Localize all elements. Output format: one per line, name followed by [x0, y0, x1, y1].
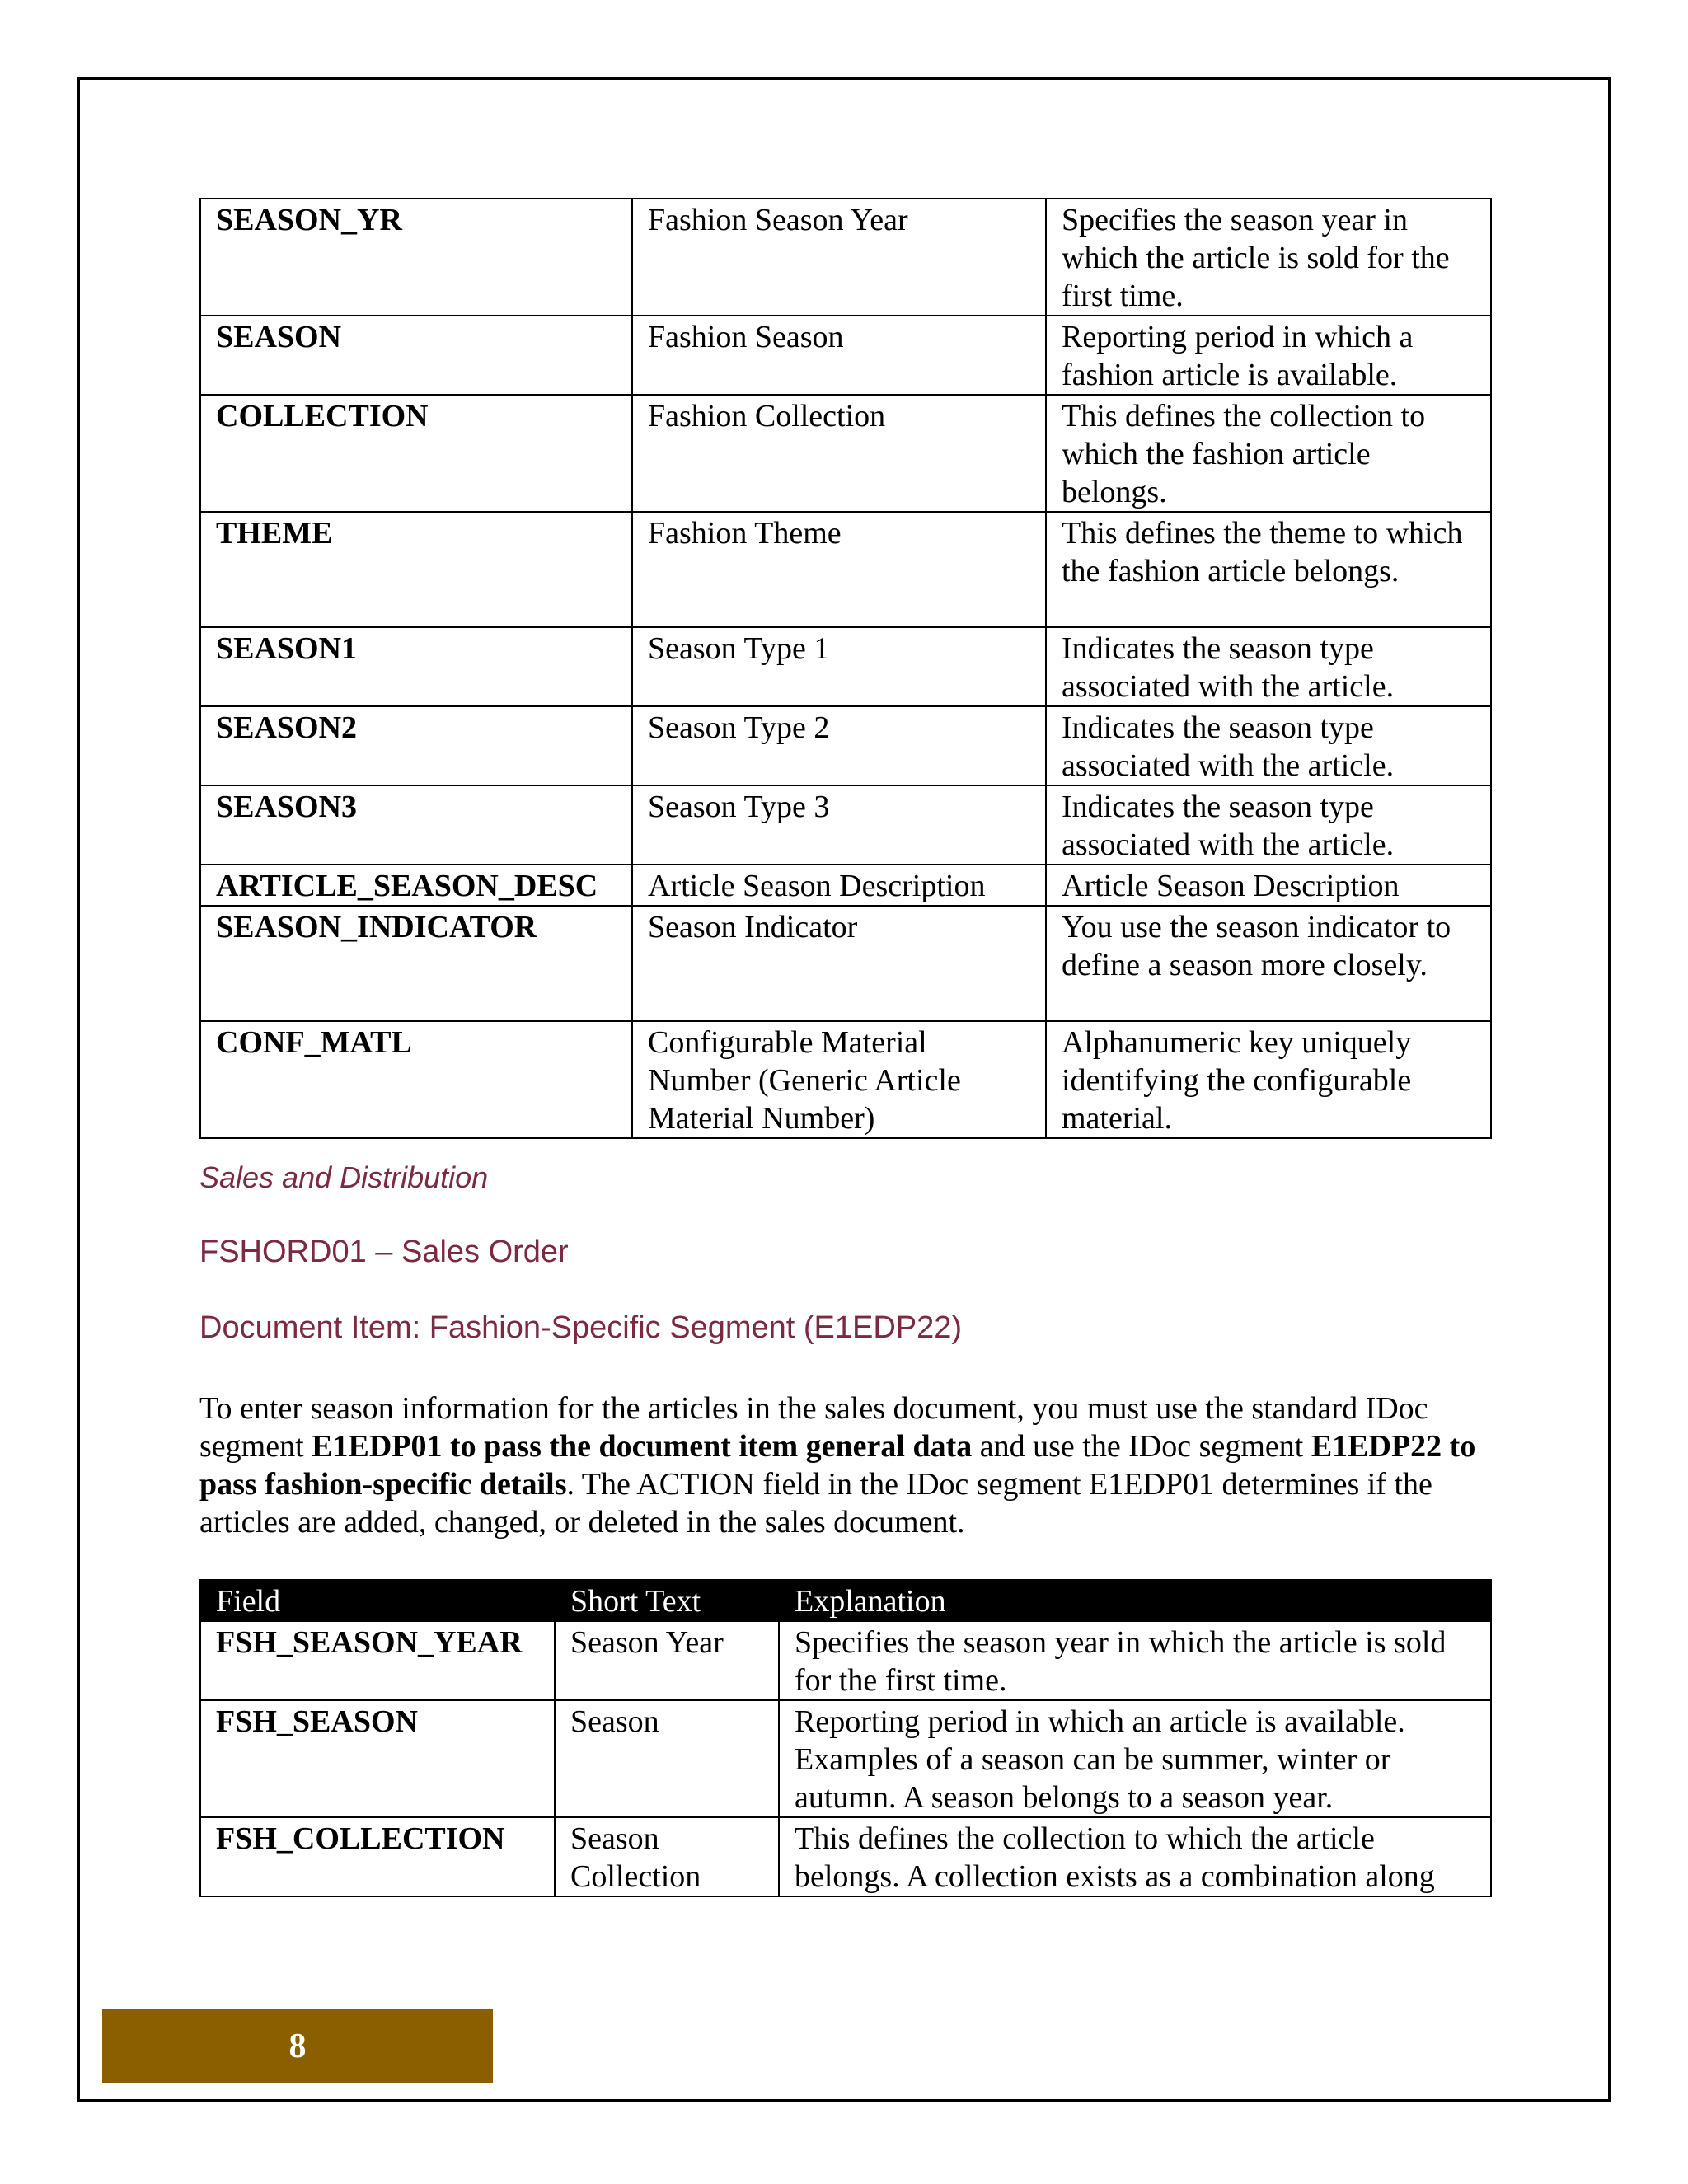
- table-row: [200, 199, 1491, 316]
- table-row: [200, 906, 1491, 1021]
- field-cell: SEASON_YR: [200, 199, 632, 316]
- fashion-fields-table: [199, 198, 1492, 1139]
- table-row: [200, 316, 1491, 395]
- column-header-field: Field: [200, 1580, 555, 1621]
- page-number-badge: 8: [102, 2009, 493, 2083]
- explanation-cell: Alphanumeric key uniquely identifying the configurable material.: [1046, 1021, 1491, 1138]
- section-heading: Sales and Distribution: [199, 1160, 489, 1194]
- table-row: [200, 706, 1491, 785]
- table-row: [200, 1621, 1491, 1700]
- field-cell: THEME: [200, 512, 632, 627]
- table-row: [200, 1021, 1491, 1138]
- field-cell: CONF_MATL: [200, 1021, 632, 1138]
- paragraph-text: . The ACTION field in the IDoc segment E1EDP01 determines if the articles are added, changed, or deleted in the sales document.: [199, 1467, 1432, 1540]
- table-row: [200, 395, 1491, 512]
- field-cell: FSH_COLLECTION: [200, 1817, 555, 1896]
- table-row: [200, 1700, 1491, 1817]
- short-text-cell: Fashion Season: [632, 316, 1046, 395]
- column-header-explanation: Explanation: [779, 1580, 1491, 1621]
- field-cell: ARTICLE_SEASON_DESC: [200, 865, 632, 906]
- short-text-cell: Fashion Theme: [632, 512, 1046, 627]
- explanation-cell: Specifies the season year in which the article is sold for the first time.: [779, 1621, 1491, 1700]
- short-text-cell: Season Type 3: [632, 785, 1046, 865]
- table-row: [200, 785, 1491, 865]
- field-cell: FSH_SEASON: [200, 1700, 555, 1817]
- field-cell: COLLECTION: [200, 395, 632, 512]
- explanation-cell: Indicates the season type associated with the article.: [1046, 627, 1491, 706]
- table-row: [200, 512, 1491, 627]
- explanation-cell: You use the season indicator to define a season more closely.: [1046, 906, 1491, 1021]
- field-cell: SEASON3: [200, 785, 632, 865]
- paragraph-text: To enter season information for the articles in the sales document, you must use the standard IDoc segment: [199, 1391, 1428, 1464]
- segment-heading: Document Item: Fashion-Specific Segment (E1EDP22): [199, 1310, 963, 1345]
- short-text-cell: Fashion Season Year: [632, 199, 1046, 316]
- explanation-cell: Indicates the season type associated with the article.: [1046, 706, 1491, 785]
- short-text-cell: Season Type 1: [632, 627, 1046, 706]
- field-cell: SEASON1: [200, 627, 632, 706]
- short-text-cell: Season Indicator: [632, 906, 1046, 1021]
- explanation-cell: Indicates the season type associated with the article.: [1046, 785, 1491, 865]
- table-header-row: [200, 1580, 1491, 1621]
- short-text-cell: Season: [555, 1700, 779, 1817]
- field-cell: SEASON2: [200, 706, 632, 785]
- body-paragraph: [199, 1390, 1485, 1541]
- explanation-cell: Article Season Description: [1046, 865, 1491, 906]
- field-cell: SEASON: [200, 316, 632, 395]
- table-row: [200, 627, 1491, 706]
- short-text-cell: Season Year: [555, 1621, 779, 1700]
- table-row: [200, 865, 1491, 906]
- field-cell: FSH_SEASON_YEAR: [200, 1621, 555, 1700]
- explanation-cell: This defines the theme to which the fashion article belongs.: [1046, 512, 1491, 627]
- column-header-short-text: Short Text: [555, 1580, 779, 1621]
- short-text-cell: Season Collection: [555, 1817, 779, 1896]
- short-text-cell: Article Season Description: [632, 865, 1046, 906]
- field-cell: SEASON_INDICATOR: [200, 906, 632, 1021]
- short-text-cell: Fashion Collection: [632, 395, 1046, 512]
- short-text-cell: Configurable Material Number (Generic Article Material Number): [632, 1021, 1046, 1138]
- e1edp22-fields-table: [199, 1579, 1492, 1897]
- explanation-cell: Reporting period in which an article is available. Examples of a season can be summer, winter or autumn. A season belongs to a season year.: [779, 1700, 1491, 1817]
- short-text-cell: Season Type 2: [632, 706, 1046, 785]
- explanation-cell: This defines the collection to which the article belongs. A collection exists as a combination along: [779, 1817, 1491, 1896]
- idoc-heading: FSHORD01 – Sales Order: [199, 1235, 569, 1269]
- explanation-cell: This defines the collection to which the fashion article belongs.: [1046, 395, 1491, 512]
- paragraph-bold-text: E1EDP01 to pass the document item general data: [312, 1429, 973, 1464]
- explanation-cell: Specifies the season year in which the article is sold for the first time.: [1046, 199, 1491, 316]
- paragraph-text: and use the IDoc segment: [972, 1429, 1311, 1464]
- paragraph-bold-text: E1EDP22 to pass fashion-specific details: [199, 1429, 1476, 1502]
- explanation-cell: Reporting period in which a fashion article is available.: [1046, 316, 1491, 395]
- table-row: [200, 1817, 1491, 1896]
